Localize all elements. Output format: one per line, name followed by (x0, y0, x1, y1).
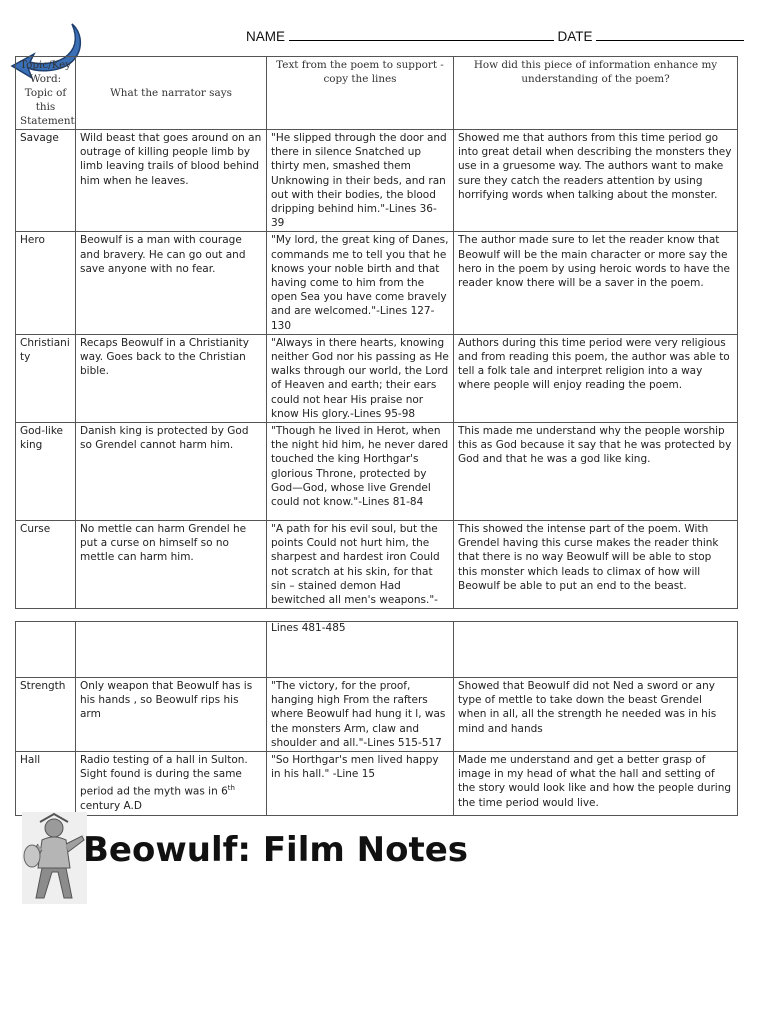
name-date-header (246, 28, 744, 44)
poem-text-cell: "Always in there hearts, knowing neither God nor his passing as He walks through our world, the Lord of Heaven and earth; their ears could not hear His praise nor know His glory.-Lines 95-98 (267, 334, 454, 422)
poem-text-cell: "A path for his evil soul, but the points Could not hurt him, the sharpest and hardest iron Could not scratch at his skin, for that sin – stained demon Had bewitched all men's weapons."- (267, 521, 454, 609)
understanding-cell: This showed the intense part of the poem. With Grendel having this curse makes the reader think that there is no way Beowulf will be able to stop this monster which leads to climax of how will Beowulf be able to put an end to the beast. (454, 521, 738, 609)
understanding-cell (454, 622, 738, 678)
poem-text-cell: "So Horthgar's men lived happy in his hall." -Line 15 (267, 752, 454, 816)
understanding-cell: Authors during this time period were very religious and from reading this poem, the author was able to tell a folk tale and interpret religion into a way where people will enjoy reading the poem. (454, 334, 738, 422)
understanding-cell: Showed that Beowulf did not Ned a sword or any type of mettle to take down the beast Grendel when in all, all the strength he needed was in his mind and hands (454, 678, 738, 752)
page-title: Beowulf: Film Notes (83, 830, 468, 870)
topic-cell: Christianity (16, 334, 76, 422)
narrator-text-tail: century A.D (80, 800, 142, 813)
narrator-cell (76, 752, 267, 816)
narrator-cell (76, 622, 267, 678)
column-header-topic: Topic/Key Word: Topic of this Statement (16, 57, 76, 130)
table-row (16, 130, 738, 232)
poem-text-cell: "The victory, for the proof, hanging high From the rafters where Beowulf had hung it l, was the monsters Arm, claw and shoulder and all."-Lines 515-517 (267, 678, 454, 752)
narrator-cell: Only weapon that Beowulf has is his hands , so Beowulf rips his arm (76, 678, 267, 752)
topic-cell: Hero (16, 232, 76, 334)
narrator-cell: Danish king is protected by God so Grendel cannot harm him. (76, 423, 267, 521)
narrator-cell: Recaps Beowulf in a Christianity way. Goes back to the Christian bible. (76, 334, 267, 422)
column-header-understanding: How did this piece of information enhance my understanding of the poem? (454, 57, 738, 130)
narrator-text: Radio testing of a hall in Sulton. Sight found is during the same period ad the myth was in 6 (80, 754, 248, 798)
understanding-cell: Made me understand and get a better grasp of image in my head of what the hall and setting of the story would look like and how the people during the time period would live. (454, 752, 738, 816)
table-row (16, 334, 738, 422)
name-label: NAME (246, 29, 286, 44)
poem-text-cell: "He slipped through the door and there in silence Snatched up thirty men, smashed them Unknowing in their beds, and ran out with their bodies, the blood dripping behind him."-Lines 36-39 (267, 130, 454, 232)
column-header-text: Text from the poem to support - copy the lines (267, 57, 454, 130)
ordinal-suffix: th (227, 784, 235, 793)
column-header-narrator: What the narrator says (76, 57, 267, 130)
table-row (16, 232, 738, 334)
topic-cell: Savage (16, 130, 76, 232)
topic-cell: God-like king (16, 423, 76, 521)
narrator-cell: No mettle can harm Grendel he put a curse on himself so no mettle can harm him. (76, 521, 267, 609)
topic-cell (16, 622, 76, 678)
understanding-cell: This made me understand why the people worship this as God because it say that he was protected by God and that he was a god like king. (454, 423, 738, 521)
date-label: DATE (557, 29, 593, 44)
table-row (16, 678, 738, 752)
table-row (16, 752, 738, 816)
topic-cell: Curse (16, 521, 76, 609)
narrator-cell: Beowulf is a man with courage and bravery. He can go out and save anyone with no fear. (76, 232, 267, 334)
understanding-cell: The author made sure to let the reader know that Beowulf will be the main character or more say the hero in the poem by using heroic words to have the reader know there will be a saver in the poem. (454, 232, 738, 334)
narrator-cell: Wild beast that goes around on an outrage of killing people limb by limb leaving trails of blood behind him when he leaves. (76, 130, 267, 232)
topic-cell: Hall (16, 752, 76, 816)
table-row (16, 521, 738, 609)
poem-text-cell: "Though he lived in Herot, when the night hid him, he never dared touched the king Horthgar's glorious Throne, protected by God—God, whose live Grendel could not know."-Lines 81-84 (267, 423, 454, 521)
poem-text-cell: Lines 481-485 (267, 622, 454, 678)
topic-cell: Strength (16, 678, 76, 752)
date-blank[interactable] (596, 28, 744, 41)
name-blank[interactable] (289, 28, 554, 41)
table-row (16, 423, 738, 521)
understanding-cell: Showed me that authors from this time period go into great detail when describing the monsters they use in a gruesome way. The authors want to make sure they catch the readers attention by using horrifying words when talking about the monster. (454, 130, 738, 232)
analysis-table-continued (15, 621, 738, 816)
table-row (16, 622, 738, 678)
beowulf-warrior-illustration (22, 812, 87, 904)
analysis-table (15, 56, 738, 609)
poem-text-cell: "My lord, the great king of Danes, commands me to tell you that he knows your noble birth and that having come to him from the open Sea you have come bravely and are welcomed."-Lines 127-130 (267, 232, 454, 334)
